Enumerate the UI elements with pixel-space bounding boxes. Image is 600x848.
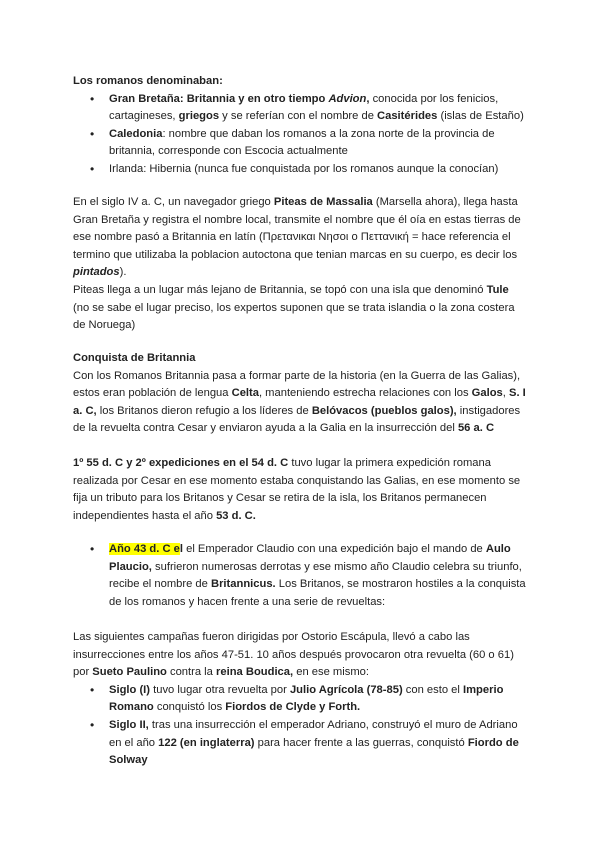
conquest-section	[73, 350, 528, 438]
list-item: • Gran Bretaña: Britannia y en otro tiempo Advion, conocida por los fenicios, cartagineses, griegos y se referían con el nombre de Casitérides (islas de Estaño)	[73, 91, 528, 126]
list-item: • Año 43 d. C el el Emperador Claudio con una expedición bajo el mando de Aulo Plaucio, sufrieron numerosas derrotas y ese mismo año Claudio celebra su triunfo, recibe el nombre de Britannicus. Los Britanos, se mostraron hostiles a la conquista de los romanos y hacen frente a una serie de revueltas:	[73, 541, 528, 611]
list-item: • Irlanda: Hibernia (nunca fue conquistada por los romanos aunque la conocían)	[73, 161, 528, 179]
campaigns-section	[73, 629, 528, 770]
highlighted-text: Año 43 d. C e	[109, 543, 180, 555]
paragraph: En el siglo IV a. C, un navegador griego Piteas de Massalia (Marsella ahora), llega hasta Gran Bretaña y registra el nombre local, transmite el nombre que él oía en estas tierras de ese nombre pasó a Britannia en latín (Πρετανικαι Νησοι ο Πεττανική = hace referencia el termino que utilizaba la poblacion autoctona que tenian marcas en su cuerpo, es decir los pintados).	[73, 196, 521, 279]
section-heading: Conquista de Britannia	[73, 352, 196, 364]
expeditions-section	[73, 455, 528, 525]
intro-list	[73, 91, 528, 179]
list-item: • Siglo II, tras una insurrección el emperador Adriano, construyó el muro de Adriano en el año 122 (en inglaterra) para hacer frente a las guerras, conquistó Fiordo de Solway	[73, 717, 528, 770]
intro-section	[73, 73, 528, 179]
claudius-list	[73, 541, 528, 611]
paragraph: Las siguientes campañas fueron dirigidas por Ostorio Escápula, llevó a cabo las insurrecciones entre los años 47-51. 10 años después provocaron otra revuelta (60 o 61) por Sueto Paulino contra la reina Boudica, en ese mismo:	[73, 631, 514, 679]
intro-heading: Los romanos denominaban:	[73, 75, 223, 87]
paragraph: Piteas llega a un lugar más lejano de Britannia, se topó con una isla que denominó Tule (no se sabe el lugar preciso, los expertos suponen que se trata islandia o la zona costera de Noruega)	[73, 283, 515, 332]
list-item: • Siglo (I) tuvo lugar otra revuelta por Julio Agrícola (78-85) con esto el Imperio Romano conquistó los Fiordos de Clyde y Forth.	[73, 682, 528, 717]
campaigns-list	[73, 682, 528, 770]
paragraph: Con los Romanos Britannia pasa a formar parte de la historia (en la Guerra de las Galias), estos eran población de lengua Celta, manteniendo estrecha relaciones con los Galos, S. I a. C, los Britanos dieron refugio a los líderes de Belóvacos (pueblos galos), instigadores de la revuelta contra Cesar y enviaron ayuda a la Galia en la insurrección del 56 a. C	[73, 369, 526, 435]
pytheas-section	[73, 194, 528, 335]
claudius-section	[73, 541, 528, 611]
paragraph: 1º 55 d. C y 2º expediciones en el 54 d. C tuvo lugar la primera expedición romana realizada por Cesar en ese momento estaba conquistando las Galias, en ese momento se fija un tributo para los Britanos y Cesar se retira de la isla, los Britanos permanecen independientes hasta el año 53 d. C.	[73, 457, 521, 522]
list-item: • Caledonia: nombre que daban los romanos a la zona norte de la provincia de britannia, corresponde con Escocia actualmente	[73, 126, 528, 161]
